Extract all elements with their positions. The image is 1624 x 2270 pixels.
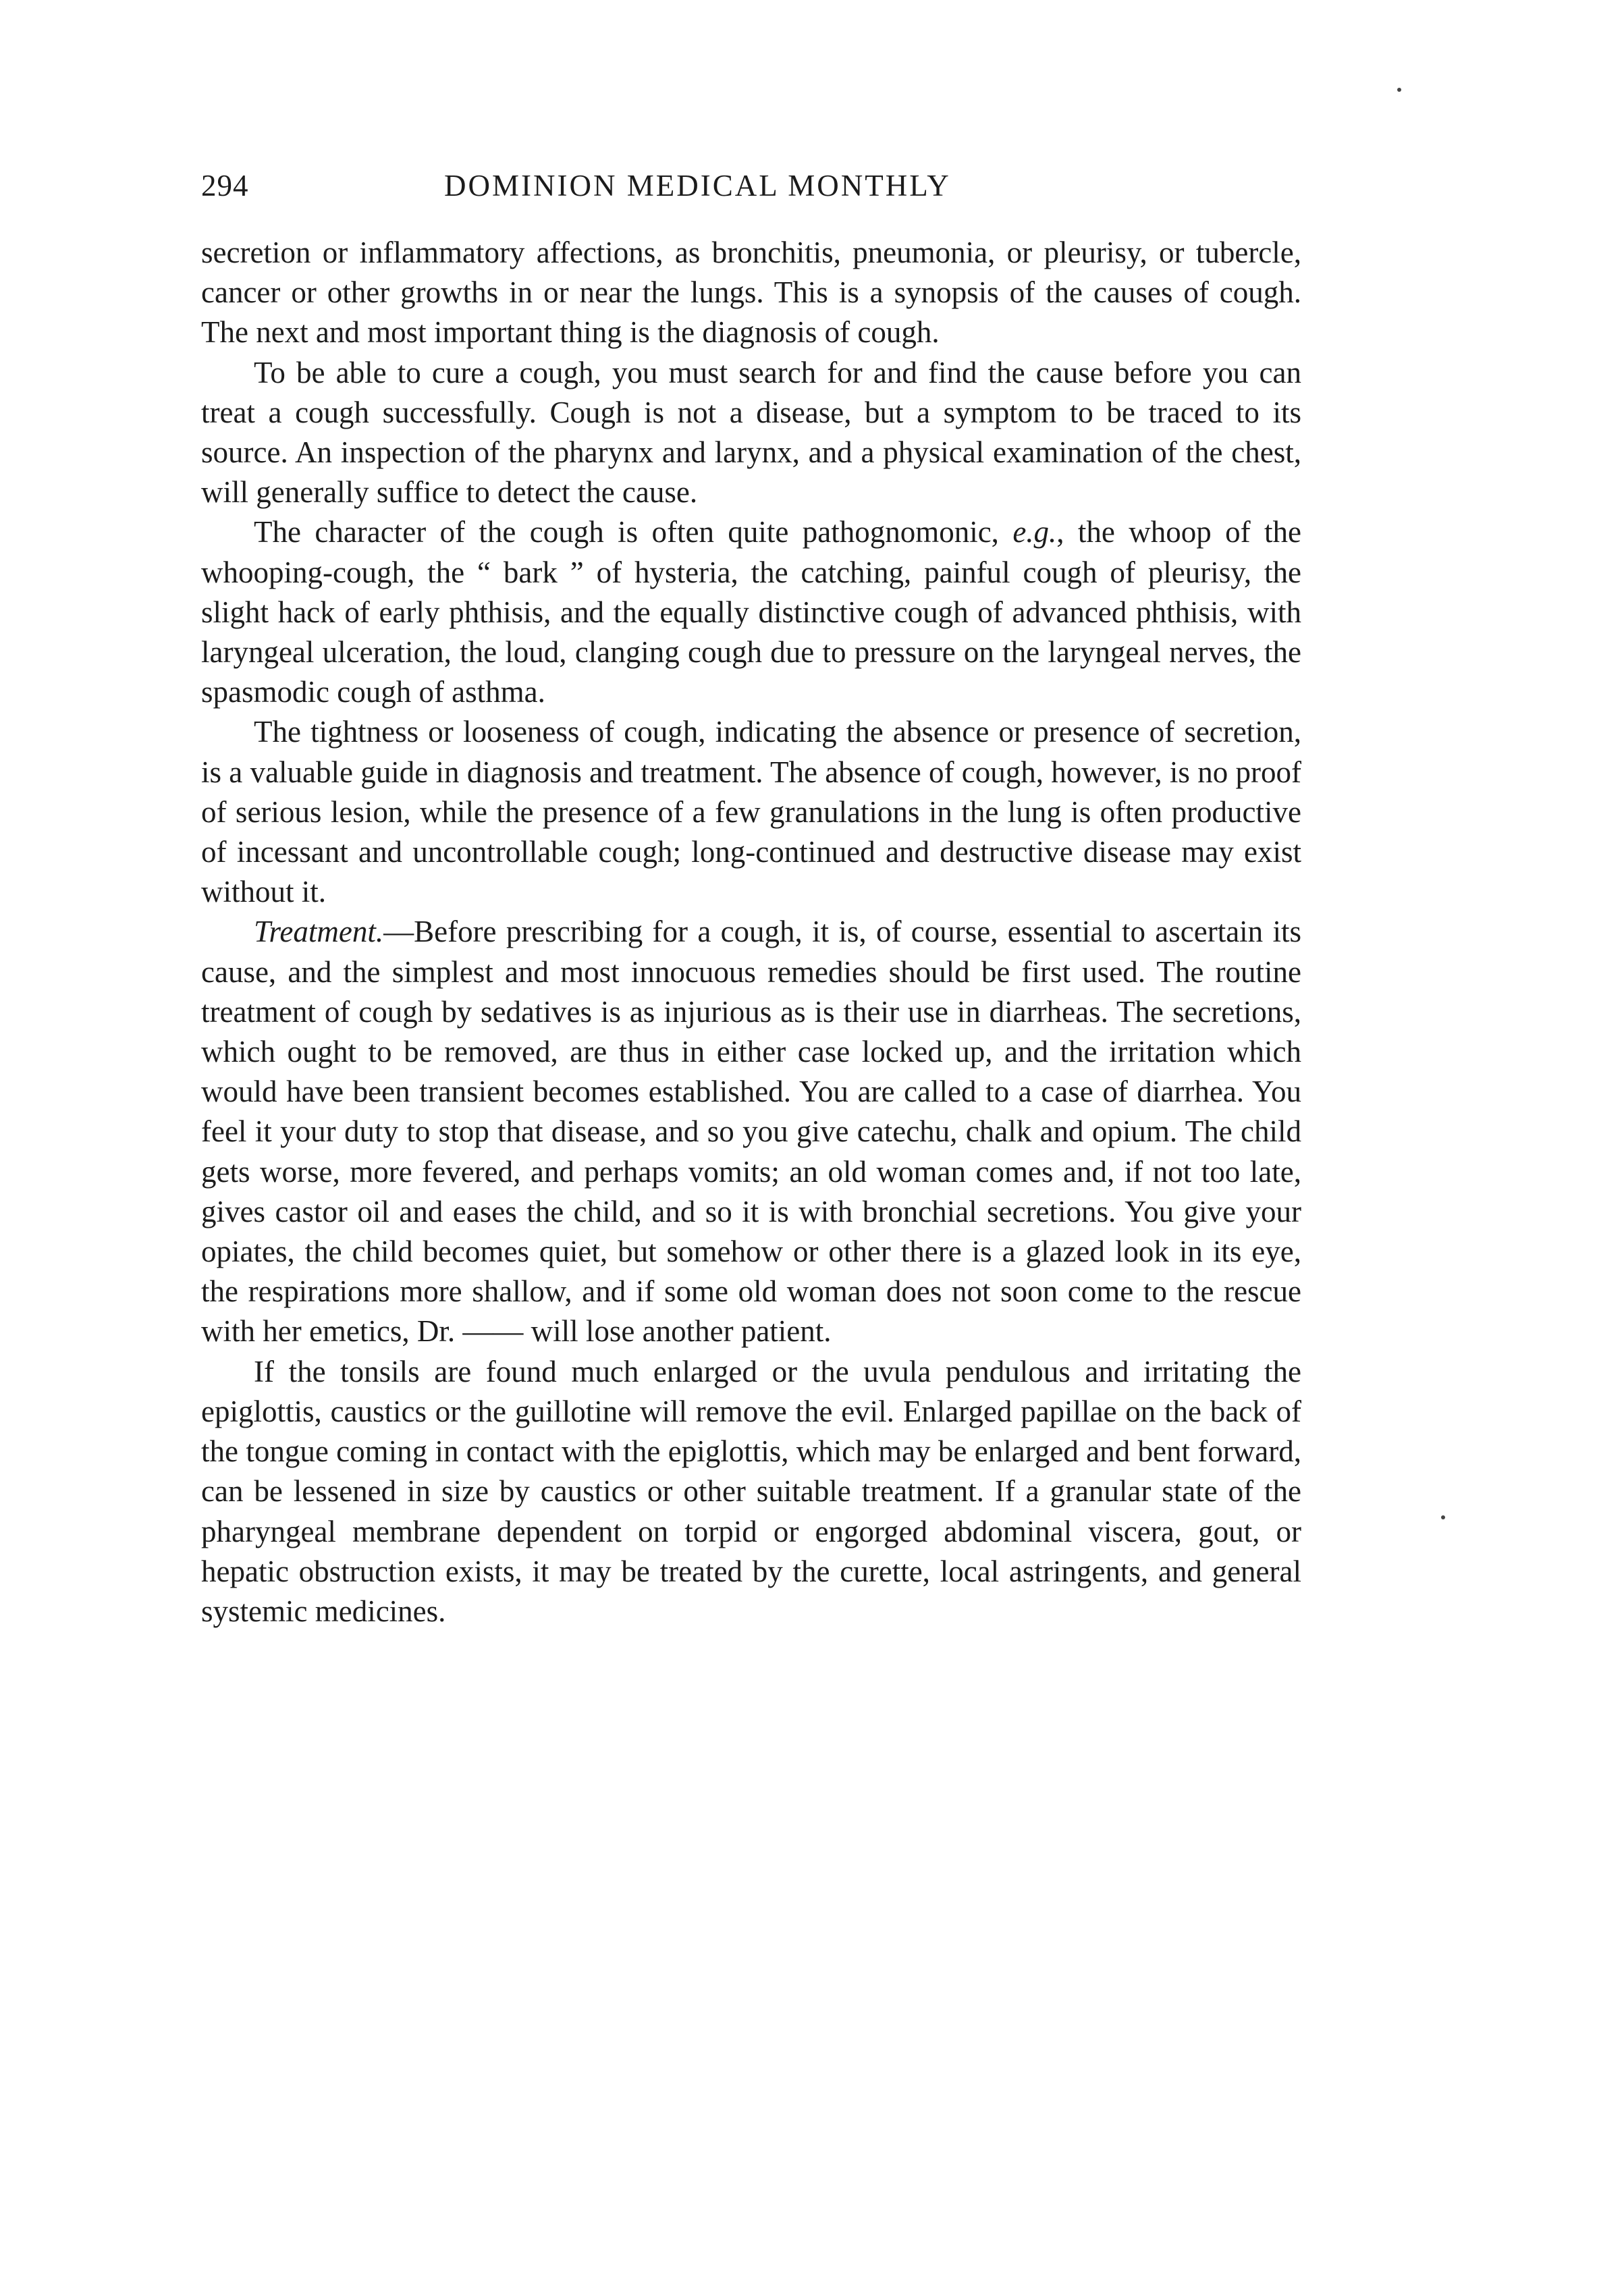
- paragraph-text: , the whoop of the whooping-cough, the “ bark ” of hysteria, the catching, painful cough of pleurisy, the slight hack of early phthisis, and the equally distinctive cough of advanced phthisis, with laryngeal ulceration, the loud, clanging cough due to pressure on the laryngeal nerves, the spasmodic cough of asthma.: [201, 515, 1301, 709]
- paragraph-text: The tightness or looseness of cough, indicating the absence or presence of secretion, is a valuable guide in diagnosis and treatment. The absence of cough, however, is no proof of serious lesion, while the presence of a few granulations in the lung is often productive of incessant and uncontrollable cough; long-continued and destructive disease may exist without it.: [201, 715, 1301, 909]
- paragraph-text: To be able to cure a cough, you must search for and find the cause before you can treat a cough successfully. Cough is not a disease, but a symptom to be traced to its source. An inspection of the pharynx and larynx, and a physical examination of the chest, will generally suffice to detect the cause.: [201, 355, 1301, 510]
- italic-text: e.g.: [1012, 515, 1057, 549]
- paragraph-text: The character of the cough is often quite pathognomonic,: [254, 515, 1013, 549]
- paragraph-p3: [201, 512, 1301, 712]
- page-header: [201, 162, 1315, 209]
- page-number: 294: [201, 169, 249, 202]
- paragraph-text: If the tonsils are found much enlarged or the uvula pendulous and irritating the epiglottis, caustics or the guillotine will remove the evil. Enlarged papillae on the back of the tongue coming in contact with the epiglottis, which may be enlarged and bent forward, can be lessened in size by caustics or other suitable treatment. If a granular state of the pharyngeal membrane dependent on torpid or engorged abdominal viscera, gout, or hepatic obstruction exists, it may be treated by the curette, local astringents, and general systemic medicines.: [201, 1354, 1301, 1628]
- paragraph-text: —Before prescribing for a cough, it is, of course, essential to ascertain its cause, and the simplest and most innocuous remedies should be first used. The routine treatment of cough by sedatives is as injurious as is their use in diarrheas. The secretions, which ought to be removed, are thus in either case locked up, and the irritation which would have been transient becomes established. You are called to a case of diarrhea. You feel it your duty to stop that disease, and so you give catechu, chalk and opium. The child gets worse, more fevered, and perhaps vomits; an old woman comes and, if not too late, gives castor oil and eases the child, and so it is with bronchial secretions. You give your opiates, the child becomes quiet, but somehow or other there is a glazed look in its eye, the respirations more shallow, and if some old woman does not soon come to the rescue with her emetics, Dr. —— will lose another patient.: [201, 915, 1301, 1349]
- paragraph-p1: [201, 233, 1301, 353]
- running-head: DOMINION MEDICAL MONTHLY: [444, 169, 951, 202]
- paragraph-p5: [201, 912, 1301, 1351]
- paragraph-p6: [201, 1352, 1301, 1631]
- italic-text: Treatment.: [254, 915, 384, 949]
- paragraph-p2: [201, 353, 1301, 513]
- paragraph-p4: [201, 712, 1301, 912]
- print-speck: [1397, 88, 1401, 92]
- body-text: [201, 233, 1301, 1631]
- paragraph-text: secretion or inflammatory affections, as bronchitis, pneumonia, or pleurisy, or tubercle, cancer or other growths in or near the lungs. This is a synopsis of the causes of cough. The next and most important thing is the diagnosis of cough.: [201, 236, 1301, 350]
- print-speck: [1441, 1515, 1445, 1519]
